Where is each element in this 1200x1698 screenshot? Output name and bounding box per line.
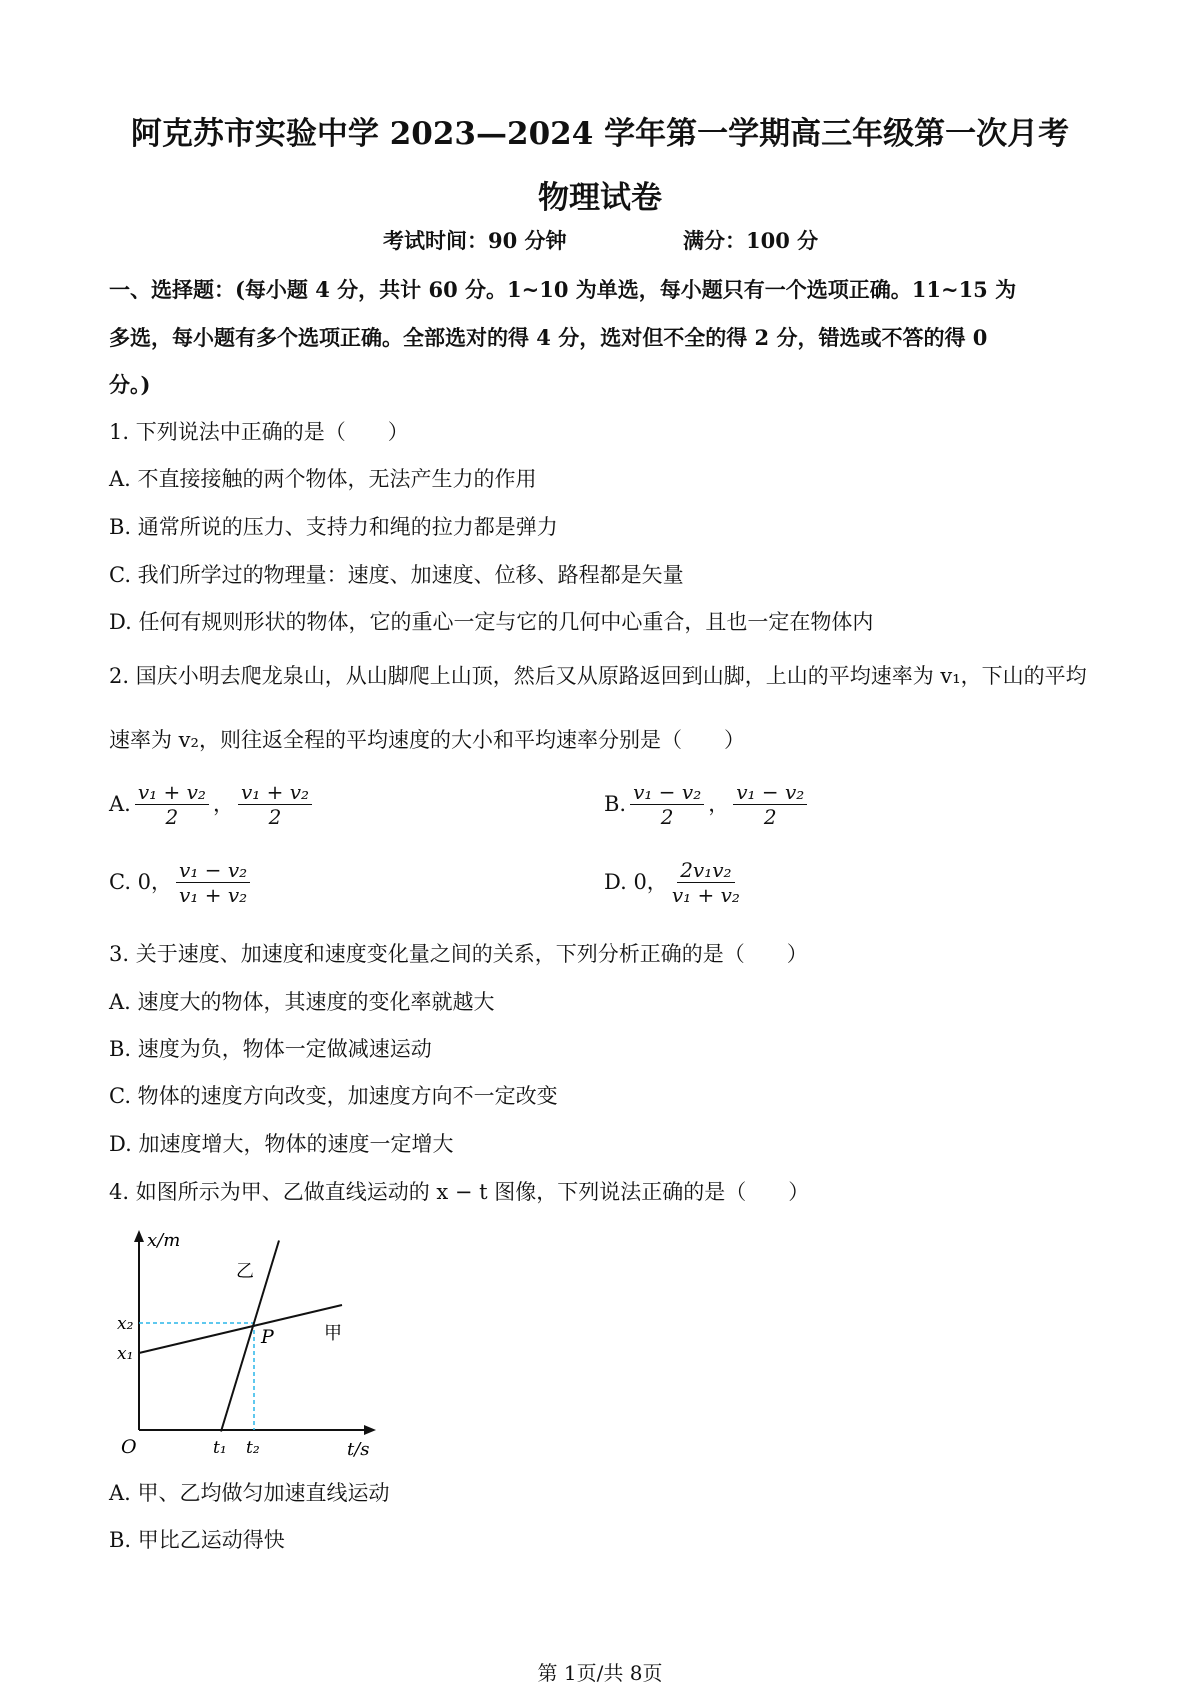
x-t-graph xyxy=(109,1225,389,1465)
section-instructions: 一、选择题：(每小题 4 分，共计 60 分。1~10 为单选，每小题只有一个选项正确。11~15 为 xyxy=(109,277,1017,302)
section-instructions: 分。) xyxy=(109,372,151,397)
question-3-option: A. 速度大的物体，其速度的变化率就越大 xyxy=(109,990,495,1014)
question-1-option: A. 不直接接触的两个物体，无法产生力的作用 xyxy=(109,467,537,491)
question-2-stem: 2. 国庆小明去爬龙泉山，从山脚爬上山顶，然后又从原路返回到山脚，上山的平均速率为 v₁，下山的平均 xyxy=(109,664,1087,688)
question-4-stem: 4. 如图所示为甲、乙做直线运动的 x − t 图像，下列说法正确的是（ ） xyxy=(109,1180,810,1204)
option-label: C. 0， xyxy=(109,870,173,894)
origin-label: O xyxy=(121,1436,137,1458)
exam-title: 阿克苏市实验中学 2023—2024 学年第一学期高三年级第一次月考 xyxy=(130,116,1070,152)
y-axis-arrow-icon xyxy=(134,1230,144,1242)
t2-label: t₂ xyxy=(246,1438,260,1458)
question-3-stem: 3. 关于速度、加速度和速度变化量之间的关系，下列分析正确的是（ ） xyxy=(109,942,808,966)
fraction: $\frac{\text{v₁ + v₂}}{2}$ xyxy=(238,782,312,827)
x2-label: x₂ xyxy=(117,1314,134,1334)
fraction: $\frac{\text{v₁ − v₂}}{\text{v₁ + v₂}}$ xyxy=(176,860,250,905)
question-4-option: A. 甲、乙均做匀加速直线运动 xyxy=(109,1481,390,1505)
option-label: D. 0， xyxy=(604,870,668,894)
point-p-label: P xyxy=(261,1326,274,1348)
question-4-option: B. 甲比乙运动得快 xyxy=(109,1528,285,1552)
question-1-option: B. 通常所说的压力、支持力和绳的拉力都是弹力 xyxy=(109,515,558,539)
question-1-option: C. 我们所学过的物理量：速度、加速度、位移、路程都是矢量 xyxy=(109,563,684,587)
t1-label: t₁ xyxy=(213,1438,227,1458)
question-3-option: C. 物体的速度方向改变，加速度方向不一定改变 xyxy=(109,1084,558,1108)
question-1-stem: 1. 下列说法中正确的是（ ） xyxy=(109,420,409,444)
question-2-option-c xyxy=(109,860,254,905)
line-jia xyxy=(139,1305,342,1353)
exam-time: 考试时间：90 分钟 xyxy=(383,228,567,253)
page-footer: 第 1页/共 8页 xyxy=(537,1661,663,1685)
fraction: $\frac{\text{v₁ − v₂}}{2}$ xyxy=(733,782,807,827)
fraction: $\frac{\text{2v₁v₂}}{\text{v₁ + v₂}}$ xyxy=(671,858,740,907)
question-2-stem: 速率为 v₂，则往返全程的平均速度的大小和平均速率分别是（ ） xyxy=(109,728,745,752)
question-2-option-d xyxy=(604,860,744,905)
option-label: B. xyxy=(604,792,627,816)
fraction: $\frac{\text{v₁ + v₂}}{2}$ xyxy=(135,782,209,827)
x1-label: x₁ xyxy=(117,1344,134,1364)
question-1-option: D. 任何有规则形状的物体，它的重心一定与它的几何中心重合，且也一定在物体内 xyxy=(109,610,874,634)
section-instructions: 多选，每小题有多个选项正确。全部选对的得 4 分，选对但不全的得 2 分，错选或不答的得 0 xyxy=(109,325,988,350)
x-axis-label: t/s xyxy=(347,1439,370,1460)
exam-subtitle: 物理试卷 xyxy=(538,180,662,216)
question-2-option-a: A. $\frac{\text{v₁ + v₂}}{2}$ ， $\frac{\text{v₁ + v₂}}{2}$ xyxy=(109,782,316,827)
line-yi-label: 乙 xyxy=(236,1261,254,1282)
question-3-option: D. 加速度增大，物体的速度一定增大 xyxy=(109,1132,454,1156)
question-2-option-b: B. $\frac{\text{v₁ − v₂}}{2}$ ， $\frac{\text{v₁ − v₂}}{2}$ xyxy=(604,782,811,827)
line-jia-label: 甲 xyxy=(324,1323,342,1344)
full-score: 满分：100 分 xyxy=(683,228,819,253)
question-3-option: B. 速度为负，物体一定做减速运动 xyxy=(109,1037,432,1061)
fraction: $\frac{\text{v₁ − v₂}}{2}$ xyxy=(630,782,704,827)
x-axis-arrow-icon xyxy=(364,1425,376,1435)
option-label: A. xyxy=(109,792,131,816)
y-axis-label: x/m xyxy=(147,1230,181,1251)
